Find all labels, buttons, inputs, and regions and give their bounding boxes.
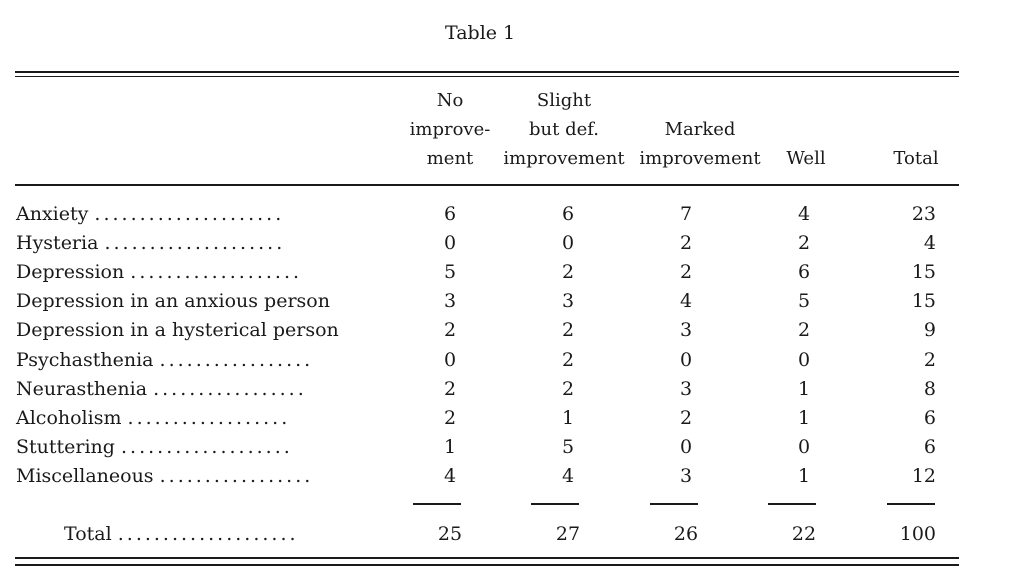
row-label: Alcoholism .................. [16,407,291,429]
sum-line [531,503,579,505]
col-header-no-improvement: No improve- ment [409,90,491,169]
table-cell: 3 [679,319,693,341]
table-cell: 1 [797,407,811,429]
table-cell: 0 [443,349,457,371]
row-label: Anxiety ..................... [16,203,285,225]
table-cell: 3 [561,290,575,312]
table-cell: 2 [679,261,693,283]
table-cell: 4 [561,465,575,487]
table-cell: 2 [797,319,811,341]
total-row-label: Total .................... [64,523,299,545]
table-cell: 2 [561,319,575,341]
table-cell: 23 [911,203,936,225]
sum-line [650,503,698,505]
table-cell: 15 [911,261,936,283]
table-cell: 2 [443,378,457,400]
row-label: Hysteria .................... [16,232,286,254]
table-cell: 6 [443,203,457,225]
table-cell: 2 [443,319,457,341]
top-rule [15,71,959,73]
table-cell: 7 [679,203,693,225]
header-rule [15,184,959,186]
row-label: Psychasthenia ................. [16,349,314,371]
table-title: Table 1 [445,22,516,44]
bottom-rule-thin [15,564,959,566]
table-cell: 4 [443,465,457,487]
table-cell: 1 [561,407,575,429]
bottom-rule [15,557,959,559]
table-cell: 4 [797,203,811,225]
row-label: Depression in an anxious person [16,290,330,312]
table-cell: 4 [923,232,936,254]
table-cell: 1 [797,378,811,400]
table-cell: 0 [679,436,693,458]
row-label: Depression ................... [16,261,303,283]
table-cell: 0 [679,349,693,371]
table-cell: 3 [679,465,693,487]
col-header-total: Total [893,148,939,169]
col-header-slight-improvement: Slight but def. improvement [503,90,625,169]
table-cell: 5 [443,261,457,283]
table-cell: 5 [561,436,575,458]
table-cell: 3 [443,290,457,312]
table-cell: 2 [679,407,693,429]
table-cell: 6 [923,407,936,429]
sum-line [887,503,935,505]
table-cell: 2 [679,232,693,254]
table-cell: 2 [443,407,457,429]
table-cell: 0 [797,349,811,371]
table-cell: 0 [561,232,575,254]
table-cell: 1 [443,436,457,458]
row-label: Neurasthenia ................. [16,378,307,400]
table-cell: 12 [911,465,936,487]
table-cell: 4 [679,290,693,312]
total-cell: 22 [791,523,817,545]
sum-line [768,503,816,505]
col-header-marked-improvement: Marked improvement [639,119,761,169]
table-cell: 9 [923,319,936,341]
row-label: Depression in a hysterical person [16,319,339,341]
table-cell: 15 [911,290,936,312]
row-label: Stuttering ................... [16,436,293,458]
table-cell: 8 [923,378,936,400]
table-cell: 2 [561,378,575,400]
table-cell: 5 [797,290,811,312]
table-cell: 1 [797,465,811,487]
total-cell: 26 [673,523,699,545]
top-rule-thin [15,76,959,77]
table-cell: 0 [797,436,811,458]
col-header-well: Well [786,148,826,169]
sum-line [413,503,461,505]
total-cell: 25 [437,523,463,545]
total-cell: 27 [555,523,581,545]
table-cell: 2 [797,232,811,254]
table-cell: 6 [561,203,575,225]
table-cell: 2 [561,349,575,371]
table-cell: 0 [443,232,457,254]
table-cell: 6 [797,261,811,283]
table-cell: 6 [923,436,936,458]
total-cell: 100 [899,523,936,545]
table-cell: 3 [679,378,693,400]
table-cell: 2 [923,349,936,371]
row-label: Miscellaneous ................. [16,465,314,487]
table-cell: 2 [561,261,575,283]
